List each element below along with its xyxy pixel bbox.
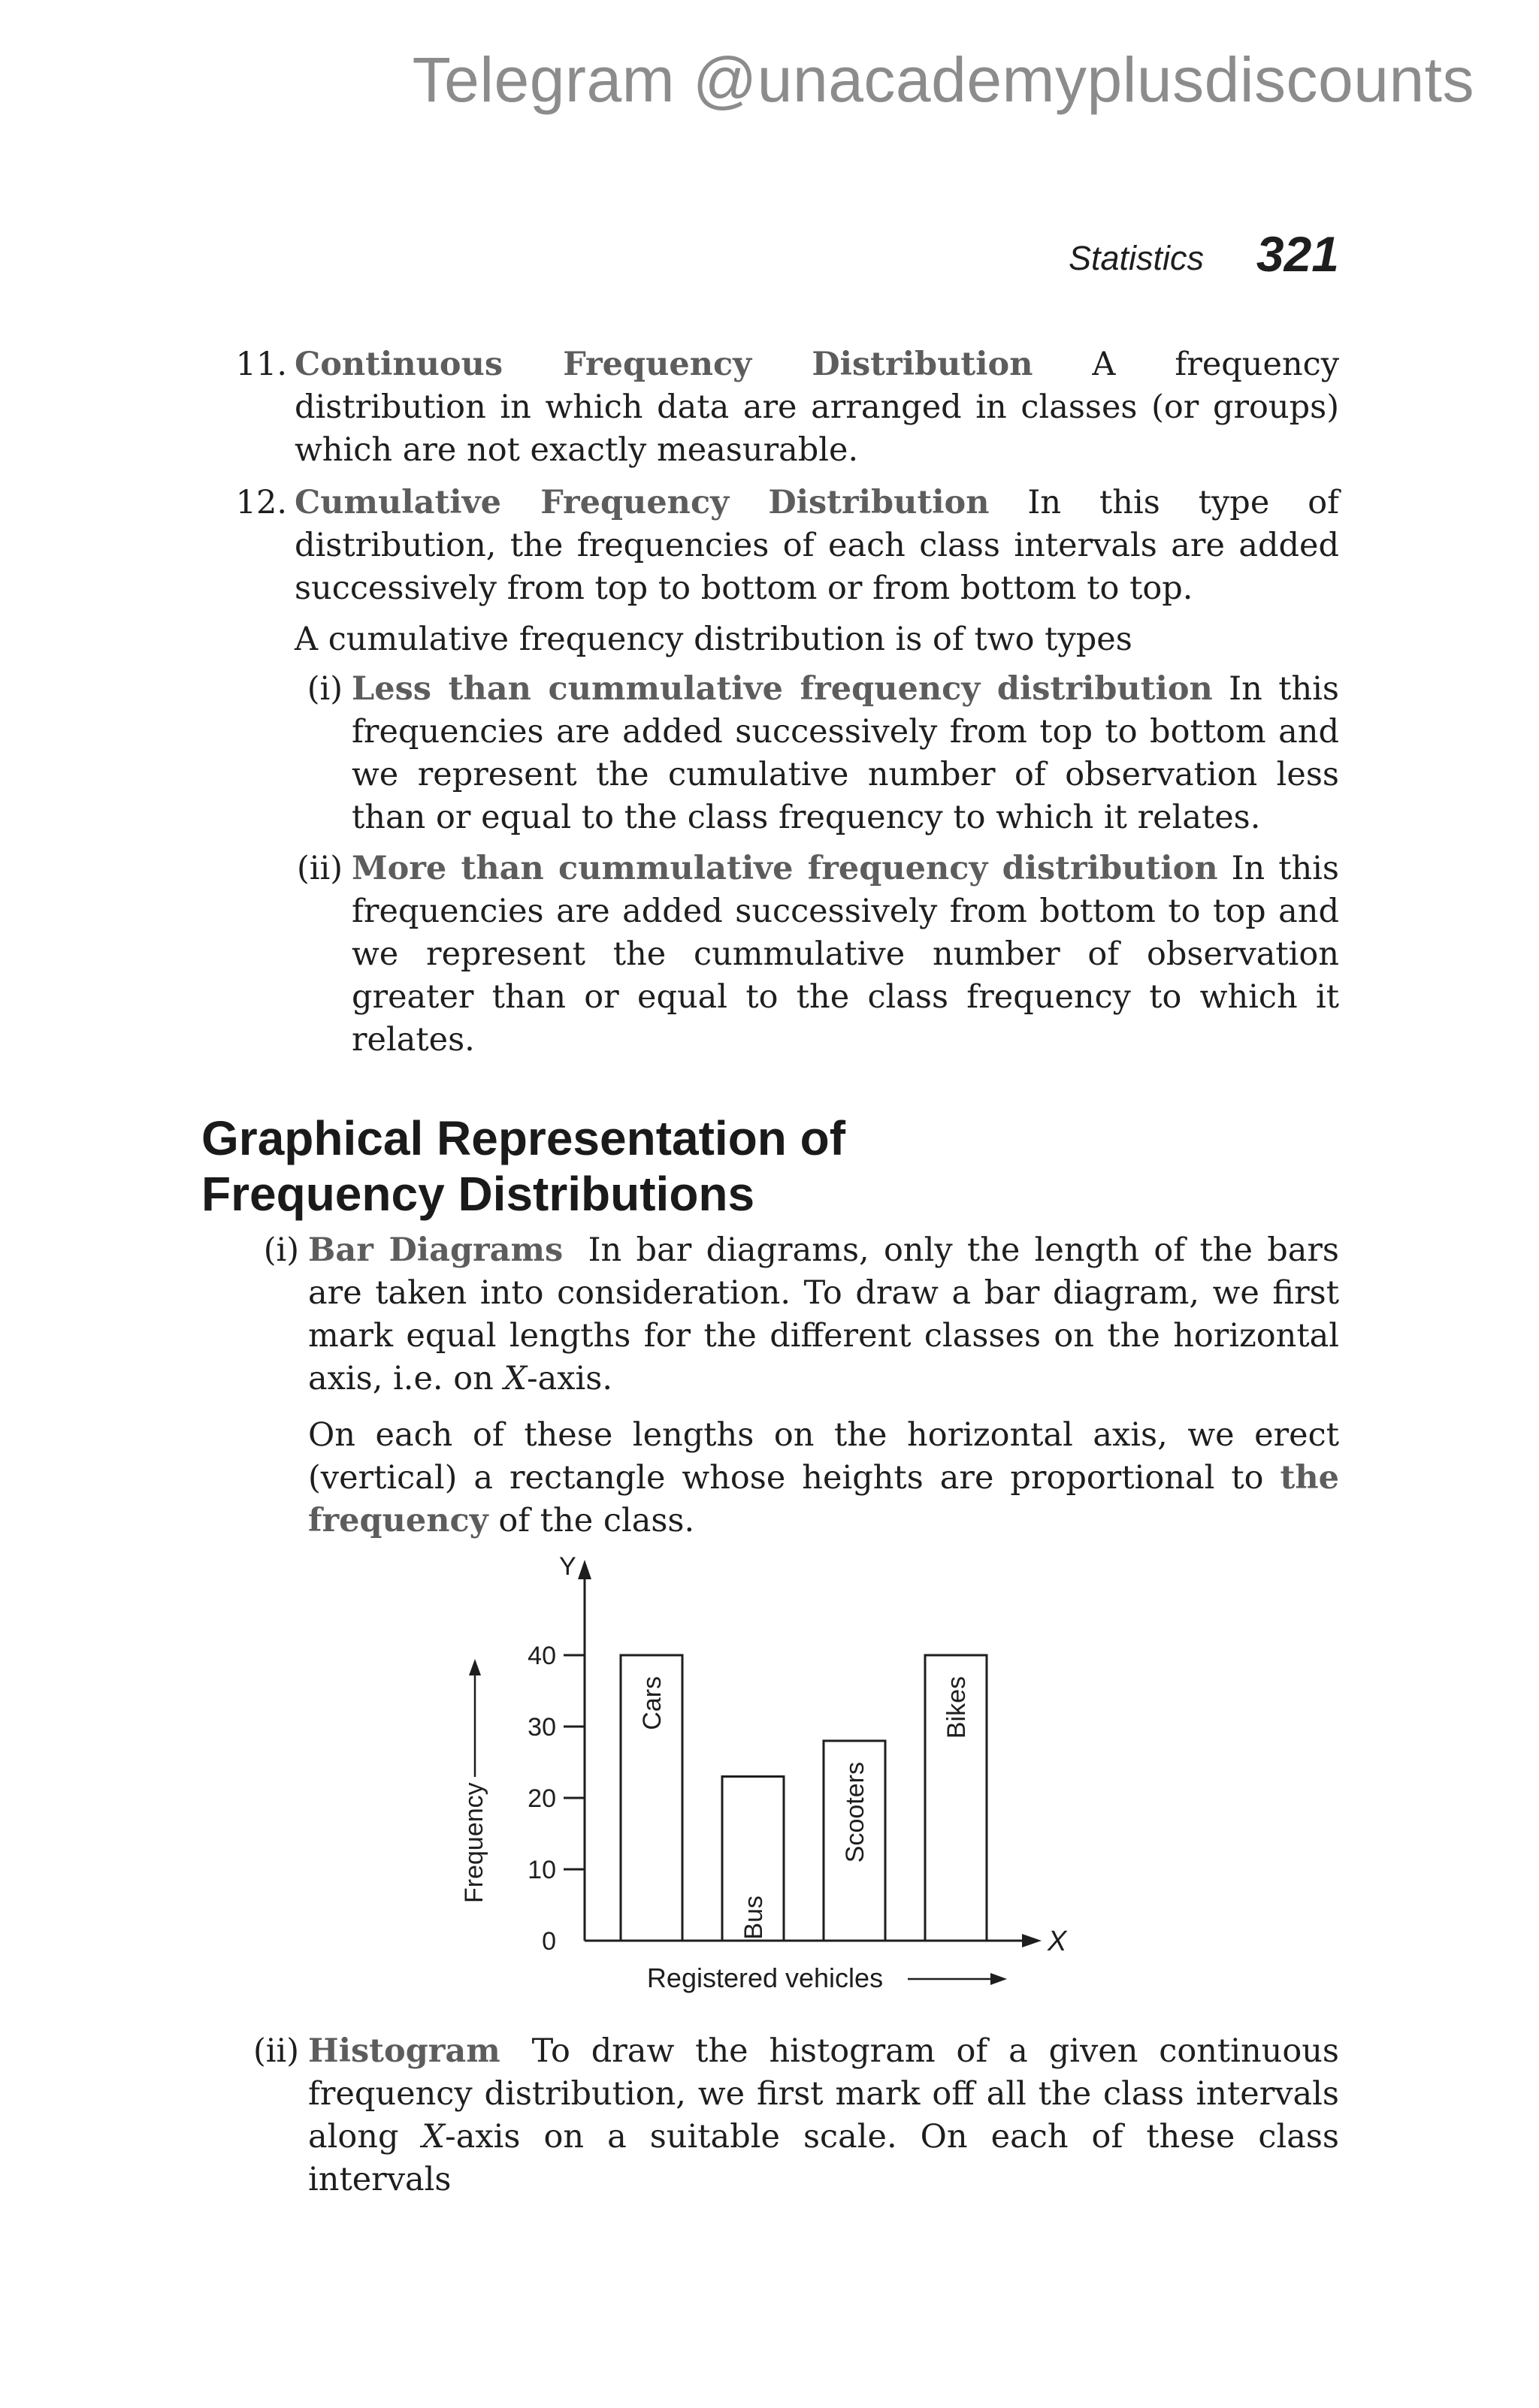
para-term: the frequency xyxy=(308,1459,1339,1539)
heading-line-1: Graphical Representation of xyxy=(201,1111,846,1165)
heading-line-2: Frequency Distributions xyxy=(201,1167,755,1221)
item-number: (ii) xyxy=(296,850,343,887)
item-term: Histogram xyxy=(308,2032,500,2070)
x-axis-letter: X xyxy=(1048,1926,1067,1957)
item-text: In this frequencies are added successively from top to bottom and we represent the cumulative number of observation less than or equal to the class frequency to which it relates. xyxy=(352,670,1339,836)
item-text: In this type of distribution, the frequencies of each class intervals are added successively from top to bottom or from bottom to top. xyxy=(295,484,1339,607)
item-number: (i) xyxy=(263,1231,299,1269)
item-term: Cumulative Frequency Distribution xyxy=(295,484,990,521)
bar-chart-svg xyxy=(436,1548,1112,2014)
item-number: 12. xyxy=(235,484,287,521)
y-label-arrow-head xyxy=(469,1659,481,1675)
section-heading xyxy=(201,1110,845,1222)
x-axis-arrow xyxy=(1022,1934,1042,1947)
y-axis-arrow xyxy=(578,1560,591,1579)
bar-label: Scooters xyxy=(841,1762,869,1863)
y-axis-label: Frequency xyxy=(460,1782,488,1903)
item-term: Continuous Frequency Distribution xyxy=(295,346,1033,383)
types-intro: A cumulative frequency distribution is of two types xyxy=(295,621,1132,658)
item-term: Less than cummulative frequency distribution xyxy=(352,670,1213,708)
bar-chart xyxy=(436,1548,1112,2014)
list-item-12 xyxy=(235,482,1339,610)
bar-diagrams-item xyxy=(263,1229,1339,1400)
item-text: To draw the histogram of a given continuous frequency distribution, we first mark off all the class intervals along xyxy=(308,2032,1339,2156)
bar-label: Bikes xyxy=(942,1676,971,1739)
item-term: More than cummulative frequency distribution xyxy=(352,850,1218,887)
x-label-arrow-head xyxy=(990,1973,1007,1985)
item-term: Bar Diagrams xyxy=(308,1231,564,1269)
bar-label: Cars xyxy=(638,1676,667,1730)
item-text: In this frequencies are added successively from bottom to top and we represent the cummulative number of observation greater than or equal to the class frequency to which it relates. xyxy=(352,850,1339,1059)
bar-diagrams-para-2 xyxy=(308,1414,1339,1542)
histogram-item xyxy=(252,2030,1339,2201)
list-item-11 xyxy=(235,343,1340,472)
item-text-end: -axis. xyxy=(527,1360,613,1397)
x-axis-label: Registered vehicles xyxy=(646,1962,884,1993)
y-tick-label: 40 xyxy=(528,1642,556,1670)
axis-x-letter: X xyxy=(422,2118,446,2156)
watermark: Telegram @unacademyplusdiscounts xyxy=(412,44,1474,115)
sub-item-less-than xyxy=(307,668,1339,839)
axis-x-letter: X xyxy=(503,1360,528,1397)
y-axis-letter: Y xyxy=(559,1552,576,1581)
y-tick-label: 0 xyxy=(542,1927,556,1956)
para-text: On each of these lengths on the horizontal axis, we erect (vertical) a rectangle whose heights are proportional to xyxy=(308,1416,1339,1497)
sub-item-more-than xyxy=(296,847,1339,1062)
bar-label: Bus xyxy=(739,1896,768,1940)
item-text: In bar diagrams, only the length of the bars are taken into consideration. To draw a bar diagram, we first mark equal lengths for the different classes on the horizontal axis, i.e. on xyxy=(308,1231,1339,1397)
y-tick-label: 20 xyxy=(528,1784,556,1813)
y-tick-label: 10 xyxy=(528,1856,556,1884)
item-text-end: -axis on a suitable scale. On each of these class intervals xyxy=(308,2118,1339,2198)
para-text-end: of the class. xyxy=(498,1502,695,1539)
item-number: (i) xyxy=(307,670,343,708)
page-number: 321 xyxy=(1256,226,1339,282)
running-title: Statistics xyxy=(1068,239,1204,277)
item-number: (ii) xyxy=(252,2032,299,2070)
item-text: A frequency distribution in which data are arranged in classes (or groups) which are not exactly measurable. xyxy=(295,346,1340,469)
item-number: 11. xyxy=(235,346,287,383)
y-tick-label: 30 xyxy=(528,1713,556,1742)
